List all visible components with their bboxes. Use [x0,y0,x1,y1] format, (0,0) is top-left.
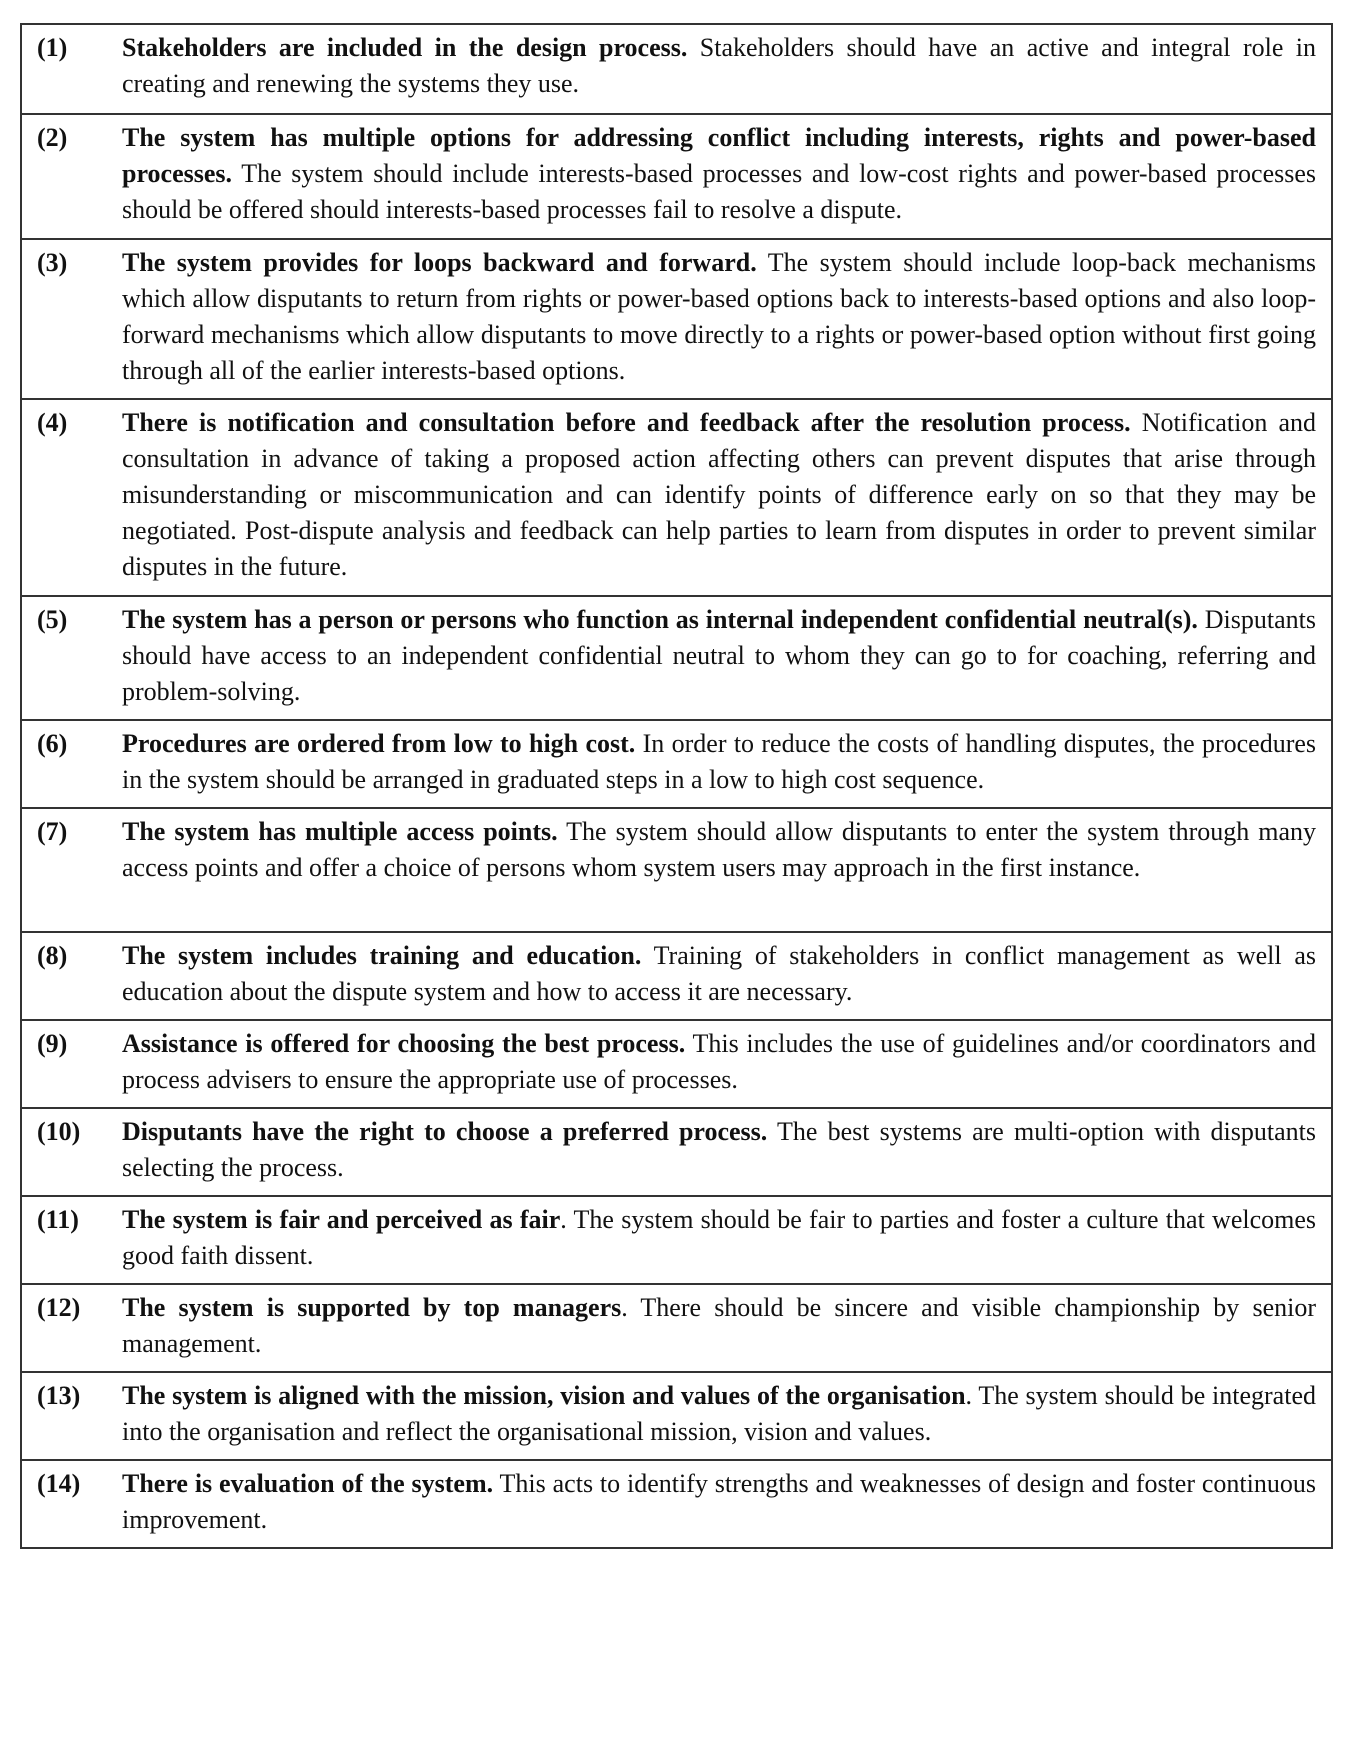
table-row [22,719,1331,807]
table-row [22,398,1331,595]
row-lead: Disputants have the right to choose a preferred process. [122,1117,768,1146]
row-lead: Procedures are ordered from low to high cost. [122,729,636,758]
row-body: The system should include interests-based processes and low-cost rights and power-based processes should be offered should interests-based processes fail to resolve a dispute. [122,159,1316,224]
row-number: (4) [37,408,68,437]
table-row [22,807,1331,931]
row-lead: The system is fair and perceived as fair [122,1205,561,1234]
row-text [122,240,1331,398]
principles-table [20,23,1333,1549]
table-row [22,1371,1331,1459]
row-text [122,1109,1331,1195]
row-text [122,1021,1331,1107]
table-row [22,1019,1331,1107]
row-text [122,721,1331,807]
row-body: . There should be sincere and visible championship by senior management. [122,1293,1316,1358]
row-body: Stakeholders should have an active and integral role in creating and renewing the systems they use. [122,33,1316,98]
row-lead: The system is aligned with the mission, vision and values of the organisation [122,1381,966,1410]
row-body: Notification and consultation in advance of taking a proposed action affecting others can prevent disputes that arise through misunderstanding or miscommunication and can identify points of difference early on so that they may be negotiated. Post-dispute analysis and feedback can help parties to learn from disputes in order to prevent similar disputes in the future. [122,408,1316,581]
row-number: (6) [37,729,68,758]
row-text [122,25,1331,113]
row-body: The system should include loop-back mechanisms which allow disputants to return from rights or power-based options back to interests-based options and also loop-forward mechanisms which allow disputants to move directly to a rights or power-based option without first going through all of the earlier interests-based options. [122,248,1316,385]
row-text [122,1373,1331,1459]
row-text [122,1197,1331,1283]
row-lead: The system includes training and education. [122,941,642,970]
row-number: (11) [37,1205,79,1234]
row-text [122,933,1331,1019]
row-body: In order to reduce the costs of handling disputes, the procedures in the system should be arranged in graduated steps in a low to high cost sequence. [122,729,1317,794]
row-lead: The system is supported by top managers [122,1293,622,1322]
row-lead: Assistance is offered for choosing the best process. [122,1029,686,1058]
row-text [122,1461,1331,1547]
row-lead: The system has multiple options for addressing conflict including interests, rights and power-based processes. [122,123,1316,188]
row-number: (3) [37,248,68,277]
row-lead: Stakeholders are included in the design process. [122,33,688,62]
row-lead: The system has multiple access points. [122,817,558,846]
row-body: . The system should be fair to parties and foster a culture that welcomes good faith dissent. [122,1205,1317,1270]
table-row [22,595,1331,719]
row-body: Training of stakeholders in conflict management as well as education about the dispute system and how to access it are necessary. [122,941,1316,1006]
row-lead: There is evaluation of the system. [122,1469,494,1498]
row-number: (8) [37,941,68,970]
row-body: This includes the use of guidelines and/or coordinators and process advisers to ensure the appropriate use of processes. [122,1029,1316,1094]
row-number: (7) [37,817,68,846]
table-row [22,113,1331,238]
row-body: The system should allow disputants to enter the system through many access points and offer a choice of persons whom system users may approach in the first instance. [122,817,1316,882]
table-row [22,1195,1331,1283]
row-number: (10) [37,1117,81,1146]
row-lead: The system provides for loops backward and forward. [122,248,757,277]
table-row [22,1459,1331,1547]
row-number: (13) [37,1381,81,1410]
row-body: Disputants should have access to an independent confidential neutral to whom they can go to for coaching, referring and problem-solving. [122,605,1316,706]
row-number: (12) [37,1293,81,1322]
row-text [122,597,1331,719]
row-number: (1) [37,33,68,62]
table-row [22,25,1331,113]
row-lead: The system has a person or persons who function as internal independent confidential neutral(s). [122,605,1198,634]
table-row [22,238,1331,398]
table-row [22,931,1331,1019]
row-body: This acts to identify strengths and weaknesses of design and foster continuous improvement. [122,1469,1316,1534]
row-text [122,400,1331,595]
row-lead: There is notification and consultation before and feedback after the resolution process. [122,408,1131,437]
table-row [22,1283,1331,1371]
row-text [122,809,1331,931]
row-number: (5) [37,605,68,634]
row-number: (9) [37,1029,68,1058]
row-number: (2) [37,123,68,152]
row-body: . The system should be integrated into the organisation and reflect the organisational mission, vision and values. [122,1381,1316,1446]
row-text [122,1285,1331,1371]
row-body: The best systems are multi-option with disputants selecting the process. [122,1117,1316,1182]
row-text [122,115,1331,238]
table-row [22,1107,1331,1195]
row-number: (14) [37,1469,81,1498]
